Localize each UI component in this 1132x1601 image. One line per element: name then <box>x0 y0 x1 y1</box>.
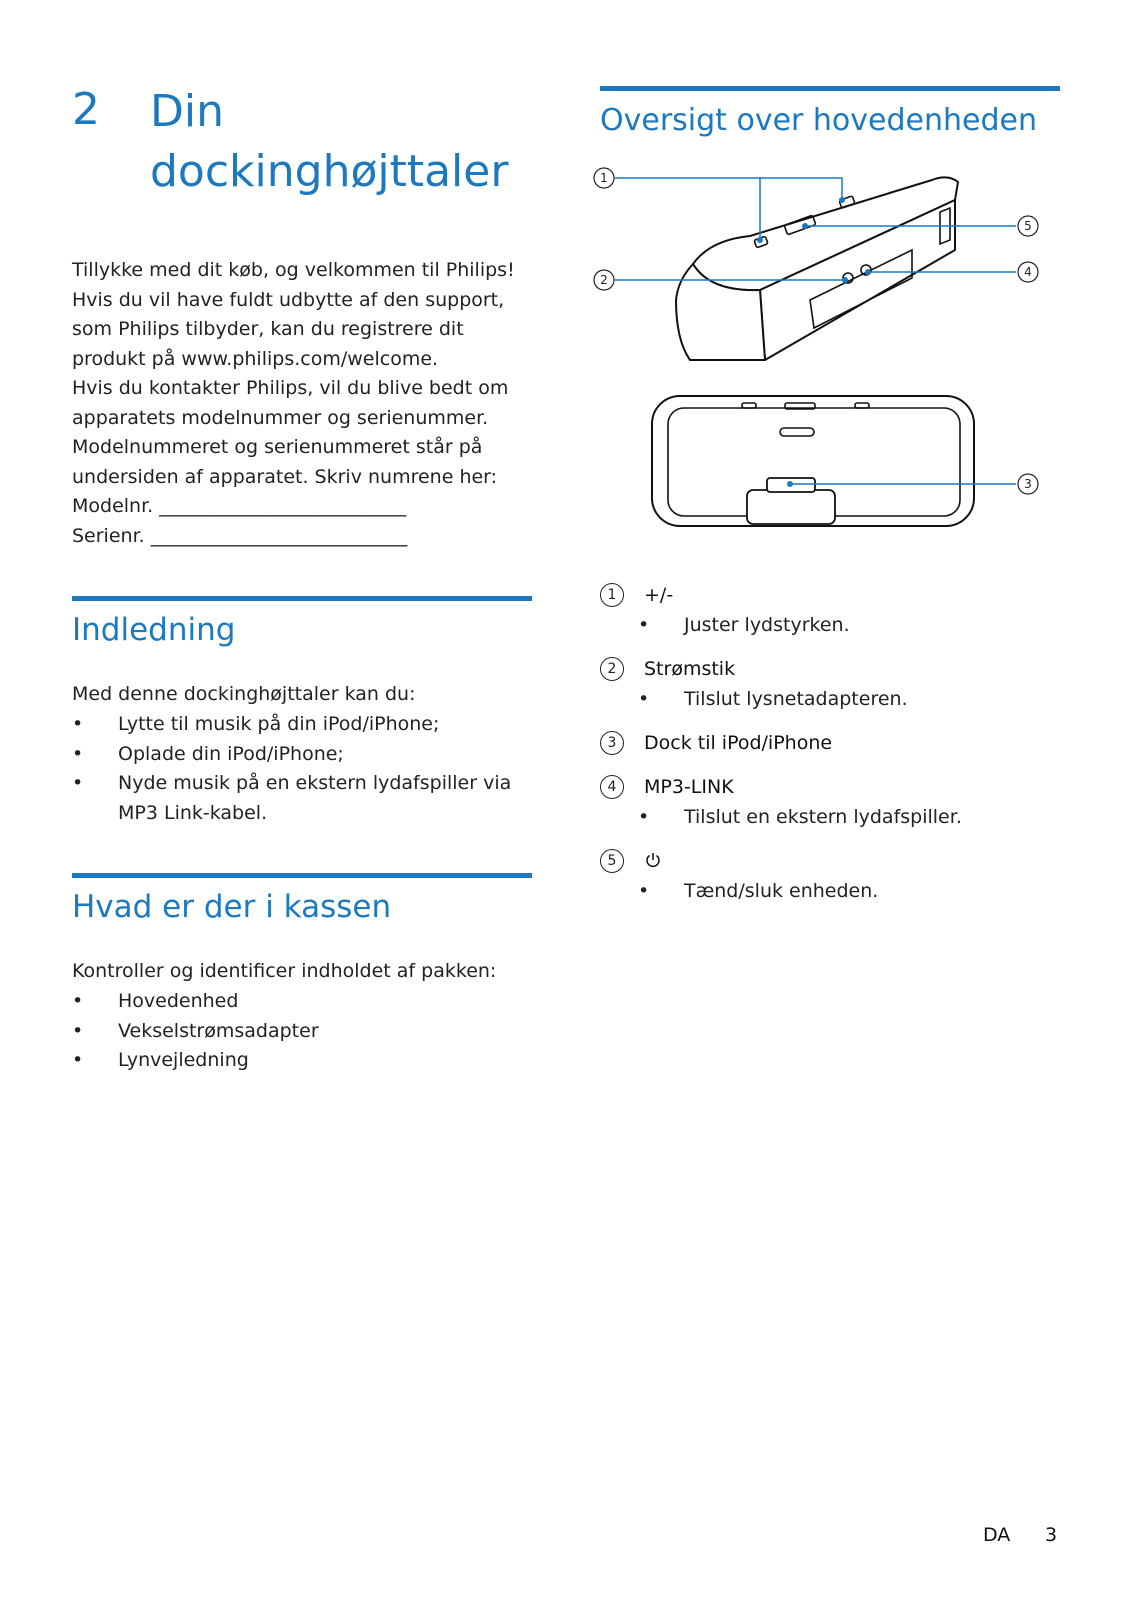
intro-line: apparatets modelnummer og serienummer. <box>72 406 489 429</box>
device-diagram <box>590 160 1070 550</box>
feature-item <box>600 654 1060 684</box>
indledning-list <box>72 710 532 828</box>
intro-line: produkt på www.philips.com/welcome. <box>72 347 439 370</box>
feature-item <box>600 580 1060 610</box>
feature-list <box>600 580 1060 906</box>
list-item: • Oplade din iPod/iPhone; <box>72 740 532 770</box>
list-item: • Nyde musik på en ekstern lydafspiller via MP3 Link-kabel. <box>72 769 532 828</box>
item-number: 1 <box>600 583 624 607</box>
chapter-number: 2 <box>72 84 100 135</box>
feature-desc: • Tænd/sluk enheden. <box>638 880 879 902</box>
item-number: 5 <box>600 849 624 873</box>
feature-item <box>600 772 1060 802</box>
intro-line: Tillykke med dit køb, og velkommen til Philips! <box>72 259 515 281</box>
feature-desc: • Tilslut lysnetadapteren. <box>638 688 908 710</box>
indledning-lead: Med denne dockinghøjttaler kan du: <box>72 683 416 705</box>
list-item: • Hovedenhed <box>72 987 532 1017</box>
feature-desc: • Tilslut en ekstern lydafspiller. <box>638 806 962 828</box>
footer-language: DA <box>983 1524 1011 1546</box>
section-rule <box>72 873 532 878</box>
item-number: 4 <box>600 775 624 799</box>
model-number-line: Modelnr. __________________________ <box>72 495 407 517</box>
feature-desc: • Juster lydstyrken. <box>638 614 850 636</box>
item-label: +/- <box>644 584 674 606</box>
item-label: MP3-LINK <box>644 776 734 798</box>
callout-1-label: 1 <box>600 171 608 185</box>
intro-line: som Philips tilbyder, kan du registrere dit <box>72 318 464 340</box>
callout-4-label: 4 <box>1024 265 1032 279</box>
section-rule <box>600 86 1060 91</box>
feature-item <box>600 728 1060 758</box>
power-icon <box>644 846 662 876</box>
section-title-indledning: Indledning <box>72 612 236 648</box>
list-item: • Lynvejledning <box>72 1046 532 1076</box>
bullet: • <box>72 990 84 1012</box>
bullet: • <box>72 1049 84 1071</box>
callout-5-label: 5 <box>1024 219 1032 233</box>
callout-2-label: 2 <box>600 273 608 287</box>
list-item: • Lytte til musik på din iPod/iPhone; <box>72 710 532 740</box>
section-title-kassen: Hvad er der i kassen <box>72 889 392 925</box>
bullet: • <box>72 1019 84 1042</box>
chapter-title: Din dockinghøjttaler <box>150 86 509 197</box>
intro-line: Modelnummeret og serienummeret står på <box>72 436 483 458</box>
intro-line: Hvis du kontakter Philips, vil du blive bedt om <box>72 377 509 399</box>
bullet: • <box>72 742 84 765</box>
intro-line: undersiden af apparatet. Skriv numrene her: <box>72 465 498 488</box>
intro-text <box>72 256 532 551</box>
item-label: Strømstik <box>644 658 736 680</box>
dock-base <box>747 490 835 524</box>
serial-number-line: Serienr. ___________________________ <box>72 524 408 547</box>
page-number: 3 <box>1045 1524 1058 1546</box>
bullet: • <box>72 772 84 794</box>
section-rule <box>72 596 532 601</box>
list-item: • Vekselstrømsadapter <box>72 1017 532 1047</box>
item-label: Dock til iPod/iPhone <box>644 732 833 754</box>
bullet: • <box>72 713 84 735</box>
feature-item <box>600 846 1060 876</box>
item-number: 3 <box>600 731 624 755</box>
section-title-oversigt: Oversigt over hovedenheden <box>600 103 1037 138</box>
kassen-list <box>72 987 532 1076</box>
callout-3-label: 3 <box>1024 477 1032 491</box>
intro-line: Hvis du vil have fuldt udbytte af den support, <box>72 288 505 311</box>
item-number: 2 <box>600 657 624 681</box>
kassen-lead: Kontroller og identificer indholdet af pakken: <box>72 960 497 982</box>
